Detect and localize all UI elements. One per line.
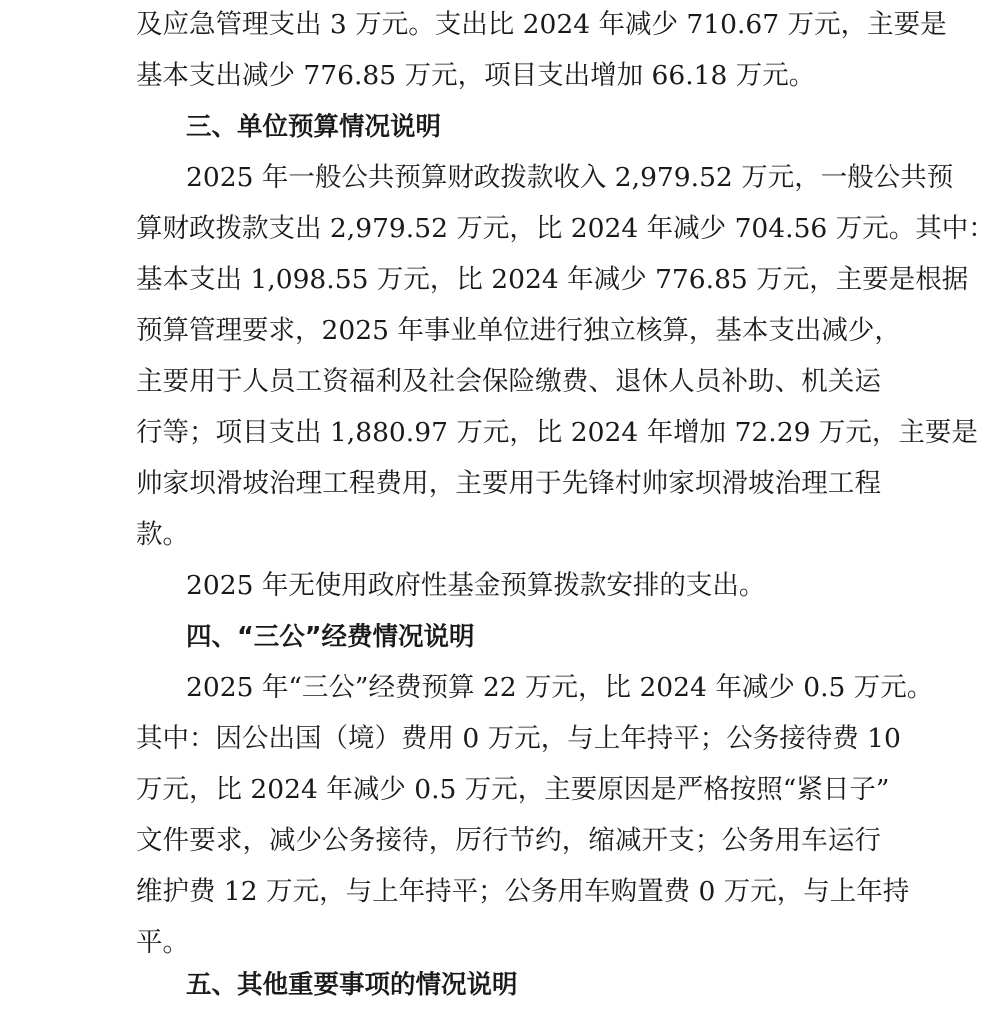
body-line: 基本支出 1,098.55 万元，比 2024 年减少 776.85 万元，主要是根据 bbox=[136, 264, 969, 295]
body-line: 行等；项目支出 1,880.97 万元，比 2024 年增加 72.29 万元，主要是 bbox=[136, 417, 978, 448]
body-line: 算财政拨款支出 2,979.52 万元，比 2024 年减少 704.56 万元。其中： bbox=[136, 213, 995, 244]
body-line: 款。 bbox=[136, 519, 189, 550]
body-line: 主要用于人员工资福利及社会保险缴费、退休人员补助、机关运 bbox=[136, 366, 881, 397]
body-line: 预算管理要求，2025 年事业单位进行独立核算，基本支出减少， bbox=[136, 315, 901, 346]
body-line: 帅家坝滑坡治理工程费用，主要用于先锋村帅家坝滑坡治理工程 bbox=[136, 468, 881, 499]
section-heading-3: 三、单位预算情况说明 bbox=[186, 112, 442, 142]
body-line: 及应急管理支出 3 万元。支出比 2024 年减少 710.67 万元，主要是 bbox=[136, 9, 947, 40]
body-line: 2025 年一般公共预算财政拨款收入 2,979.52 万元，一般公共预 bbox=[186, 162, 954, 193]
body-line: 2025 年无使用政府性基金预算拨款安排的支出。 bbox=[186, 570, 766, 601]
body-line: 其中：因公出国（境）费用 0 万元，与上年持平；公务接待费 10 bbox=[136, 723, 901, 754]
body-line: 万元，比 2024 年减少 0.5 万元，主要原因是严格按照“紧日子” bbox=[136, 774, 890, 805]
section-heading-4: 四、“三公”经费情况说明 bbox=[186, 622, 475, 652]
body-line: 平。 bbox=[136, 927, 189, 958]
body-line: 维护费 12 万元，与上年持平；公务用车购置费 0 万元，与上年持 bbox=[136, 876, 910, 907]
section-heading-5: 五、其他重要事项的情况说明 bbox=[186, 970, 518, 1000]
body-line: 2025 年“三公”经费预算 22 万元，比 2024 年减少 0.5 万元。 bbox=[186, 672, 934, 703]
body-line: 基本支出减少 776.85 万元，项目支出增加 66.18 万元。 bbox=[136, 60, 816, 91]
body-line: 文件要求，减少公务接待，厉行节约，缩减开支；公务用车运行 bbox=[136, 825, 881, 856]
